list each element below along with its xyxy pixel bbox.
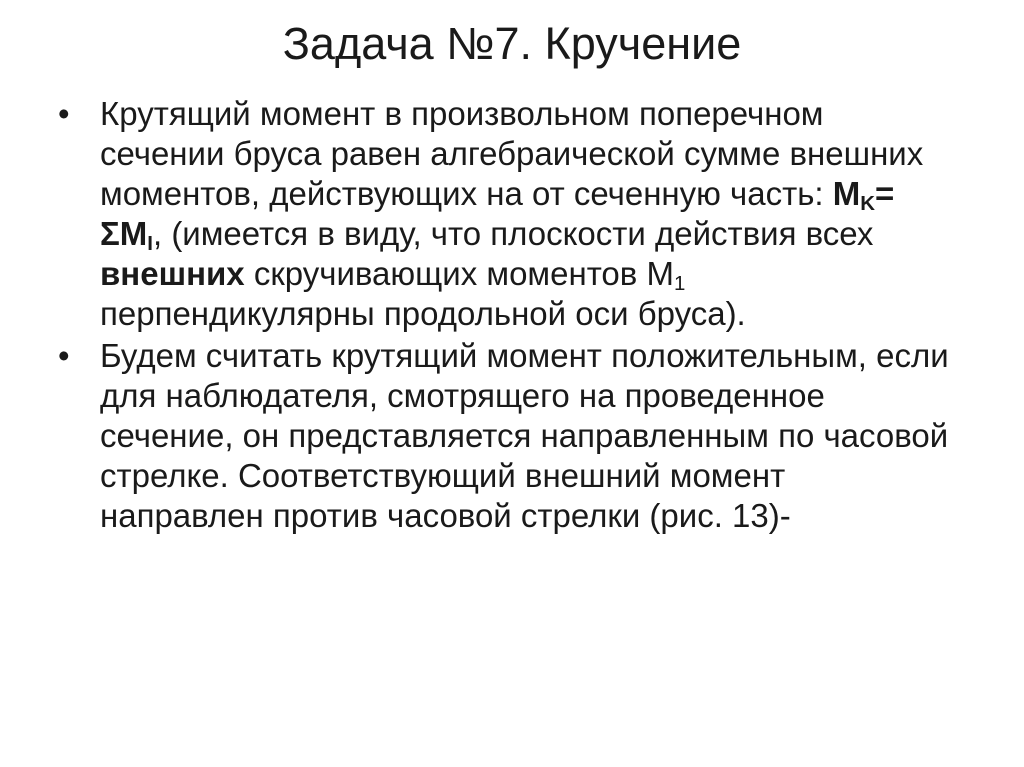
formula-lhs: M <box>832 175 861 212</box>
emphasis-text: внешних <box>100 255 245 292</box>
bullet-icon: • <box>58 95 70 132</box>
bullet-icon: • <box>58 337 70 374</box>
bullet-item-torque-definition <box>56 94 956 334</box>
bullet-item-sign-convention <box>56 336 956 536</box>
moment-subscript: 1 <box>673 272 686 296</box>
bullet-text: Будем считать крутящий момент положительным, если для наблюдателя, смотрящего на проведенное сечение, он представляется направленным по часовой стрелке. Соответствующий внешний момент направлен против часовой стрелки (рис. 13)- <box>100 337 949 534</box>
formula-sum: = ΣM <box>100 175 895 252</box>
text-segment: скручивающих моментов M <box>244 255 674 292</box>
text-segment: Крутящий момент в произвольном поперечном сечении бруса равен алгебраической сумме внешних моментов, действующих на от сеченную часть: <box>100 95 924 212</box>
text-segment: , (имеется в виду, что плоскости действия всех <box>152 215 874 252</box>
formula-lhs-subscript: K <box>860 192 876 216</box>
bullet-text <box>100 95 923 332</box>
slide-title: Задача №7. Кручение <box>282 18 742 69</box>
text-segment: перпендикулярны продольной оси бруса). <box>100 295 746 332</box>
formula-rhs-subscript: I <box>147 232 153 256</box>
bullet-list <box>56 94 956 538</box>
